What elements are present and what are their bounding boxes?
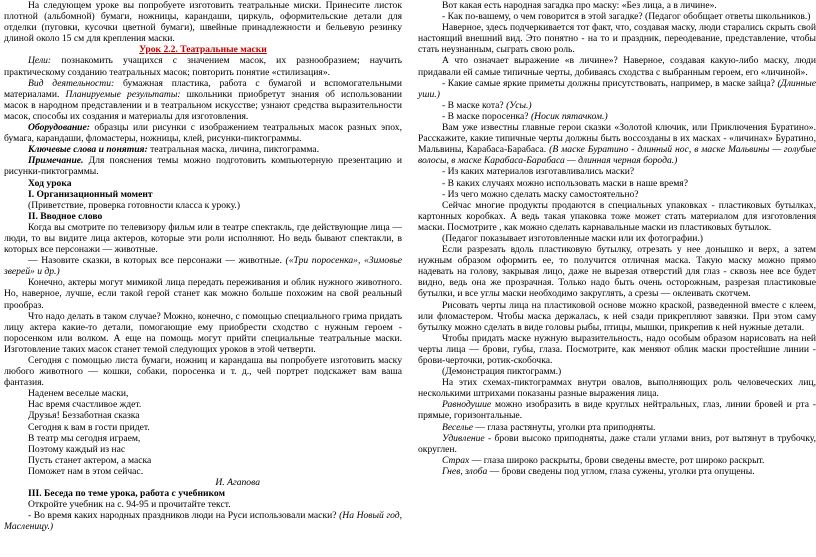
fairy-tales-question: — Назовите сказки, в которых все персонажи — животные. («Три поросенка», «Зимовье зверей» и др.) (4, 255, 403, 278)
activity-text: бумажная пластика, работа с бумагой и вспомогательными материалами. (4, 77, 402, 100)
makeup-paragraph: Что надо делать в таком случае? Можно, конечно, с помощью специального грима придать лицу актера какие-то детали, помогающие ему приобрести сходство с нужным героем - поросенком или волком. А еще на помощь могут прийти специальные театральные маски. Изготовление таких масок станет темой следующих уроков в этой четверти. (4, 310, 402, 355)
section1-heading: I. Организационный момент (28, 188, 153, 200)
note-paragraph (4, 155, 402, 177)
self-made-question: - Из чего можно сделать маску самостоятельно? (442, 188, 639, 200)
goals-paragraph (4, 55, 402, 77)
indifference-item: Равнодушие можно изобразить в виде круглых нейтральных, глаз, линии бровей и рта - прямые, горизонтальные. (418, 399, 816, 422)
bottle-paragraph: Если разрезать вдоль пластиковую бутылку, отрезать у нее донышко и верх, а затем нужным образом оформить ее, то получится отличная маска. Такую маску можно прямо надевать на голову, закрывая лицо, даже не вырезая отверстий для глаз - сквозь нее все будет видно, ведь она же прозрачная. Только надо быть очень осторожным, разрезая пластиковые бутылки, и все углы маски необходимо закруглять, а срезы — оклеивать скотчем. (418, 244, 816, 300)
riddle-paragraph: Вот какая есть народная загадка про маску: «Без лица, а в личине». (442, 0, 717, 11)
cat-question: - В маске кота? (Усы.) (442, 99, 532, 111)
materials-question: - Из каких материалов изготавливались маски? (442, 166, 635, 178)
left-column (4, 0, 402, 533)
pictogram-demo-note: (Демонстрация пиктограмм.) (442, 366, 562, 378)
results-text: школьники приобретут знания об использовании масок в народном представлении и в театральном искусстве; узнают средства выразительности масок, способы их создания и материалы для изготовления. (4, 88, 402, 122)
poem-author: И. Агапова (215, 477, 260, 489)
anger-item: Гнев, злоба — брови сведены под углом, глаза сужены, уголки рта опущены. (442, 465, 755, 477)
section2-heading: II. Вводное слово (28, 210, 103, 222)
equipment-text: образцы или рисунки с изображением театральных масок разных эпох, бумага, карандаши, фломастеры, ножницы, клей, рисунки-пиктограммы. (4, 122, 402, 145)
section3-text: Откройте учебник на с. 94-95 и прочитайте текст. (28, 499, 231, 511)
mimic-paragraph: Конечно, актеры могут мимикой лица передать переживания и облик нужного животного. Но, наверное, лучше, если такой герой станет как можно больше похожим на свой реальный прообраз. (4, 277, 402, 311)
riddle-question: - Как по-вашему, о чем говорится в этой загадке? (Педагог обобщает ответы школьников.) (442, 11, 811, 23)
expression-paragraph: Чтобы придать маске нужную выразительность, надо особым образом нарисовать на ней черты лица — брови, губы, глаза. Посмотрите, как меняют облик маски простейшие линии - брови-черточки, ротик-скобочка. (418, 332, 816, 366)
poem-line: Поможет нам в этом сейчас. (28, 465, 144, 477)
usage-question: - В каких случаях можно использовать маски в наше время? (442, 177, 688, 189)
packaging-paragraph: Сейчас многие продукты продаются в специальных упаковках - пластиковых бутылках, картонных коробках. А ведь такая упаковка тоже может стать материалом для изготовления маски. Посмотрите , как можно сделать карнавальные маски из пластиковых бутылок. (418, 199, 816, 233)
intro-paragraph: На следующем уроке вы попробуете изготовить театральные миски. Принесите листок плотной (альбомной) бумаги, ножницы, карандаши, циркуль, оформительские детали для отделки (пуговки, кусочки цветной бумаги), швейные принадлежности и бельевую резинку длиной около 15 см для крепления маски. (4, 0, 402, 45)
poem-line: Пусть станет актером, а маска (28, 454, 152, 466)
fear-item: Страх — глаза широко раскрыты, брови сведены вместе, рот широко раскрыт. (442, 454, 765, 466)
lichina-paragraph: А что означает выражение «в личине»? Наверное, создавая какую-либо маску, люди придавали ей самые типичные черты, добиваясь сходства с выбранным героем, его «личиной». (418, 55, 816, 78)
lesson-title: Урок 2.2. Театральные маски (139, 44, 267, 56)
course-heading: Ход урока (28, 177, 72, 189)
hide-paragraph: Наверное, здесь подчеркивается тот факт, что, создавая маску, люди старались скрыть свой настоящий внешний вид. Это понятно - на то и праздник, переодевание, представление, чтобы стать неузнанным, сыграть свою роль. (418, 22, 816, 56)
goals-label: Цели: (28, 55, 52, 67)
buratino-paragraph: Вам уже известны главные герои сказки «Золотой ключик, или Приключения Буратино». Расскажите, какие типичные черты должны быть воссозданы в их масках - «личинах» Буратино, Мальвины, Карабаса-Барабаса. (В маске Буратино - длинный нос, в маске Мальвины — голубые волосы, в маске Карабаса-Барабаса — длинная черная борода.) (418, 122, 816, 167)
poem-line: Наденем веселые маски, (28, 388, 129, 400)
joy-item: Веселье — глаза растянуты, уголки рта приподняты. (442, 421, 656, 433)
section3-heading: III. Беседа по теме урока, работа с учебником (28, 488, 226, 500)
equipment-paragraph (4, 122, 402, 144)
activity-paragraph (4, 78, 402, 122)
drawing-paragraph: Рисовать черты лица на пластиковой основе можно краской, разведенной вместе с клеем, или фломастером. Чтобы маска держалась, к ней сзади прикрепляют завязки. При этом саму бутылку можно сделать в виде головы рыбы, птицы, мышки, прикрепив к ней нужные детали. (418, 299, 816, 333)
right-column (418, 0, 816, 477)
keywords-paragraph (4, 144, 402, 155)
intro-talk-paragraph: Когда вы смотрите по телевизору фильм или в театре спектакль, где действующие лица — люди, то вы видите лица актеров, которые эти роли исполняют. Но ведь бывают спектакли, в которых все персонажи — животные. (4, 221, 402, 256)
poem-line: В театр мы сегодня играем, (28, 432, 141, 444)
activity-label: Вид деятельности: (28, 77, 115, 89)
keywords-label: Ключевые слова и понятия: (28, 144, 148, 156)
results-label: Планируемые результаты: (65, 88, 181, 100)
poem-line: Поэтому каждый из нас (28, 443, 126, 455)
poem-line: Друзья! Беззаботная сказка (28, 410, 140, 422)
surprise-item: Удивление - брови высоко приподняты, даже стали углами вниз, рот вытянут в трубочку, округлен. (418, 432, 816, 455)
keywords-text: театральная маска, личина, пиктограмма. (147, 144, 320, 156)
poem-line: Нас время счастливое ждет. (28, 399, 142, 411)
hare-question: - Какие самые яркие приметы должны присутствовать, например, в маске зайца? (Длинные уши.) (418, 77, 816, 100)
equipment-label: Оборудование: (28, 122, 90, 134)
section1-text: (Приветствие, проверка готовности класса к уроку.) (28, 199, 241, 211)
teacher-shows-note: (Педагог показывает изготовленные маски или их фотографии.) (442, 232, 703, 244)
poem (4, 388, 402, 477)
holidays-question: - Во время каких народных праздников люди на Руси использовали маски? (На Новый год, Масленицу.) (4, 510, 402, 533)
schemes-paragraph: На этих схемах-пиктограммах внутри овалов, выполняющих роль человеческих лиц, несколькими штрихами показаны разные выражения лица. (418, 377, 816, 400)
note-label: Примечание. (28, 155, 84, 167)
poem-line: Сегодня к вам в гости придет. (28, 421, 150, 433)
task-paragraph: Сегодня с помощью листа бумаги, ножниц и карандаша вы попробуете изготовить маску любого животного — кошки, собаки, поросенка и т. д., чей портрет подскажет вам ваша фантазия. (4, 355, 402, 389)
pig-question: - В маске поросенка? (Носик пятачком.) (442, 110, 608, 122)
note-text: Для пояснения темы можно подготовить компьютерную презентацию и рисунки-пиктограммы. (4, 155, 402, 178)
goals-text: познакомить учащихся с значением масок, их разнообразием; научить практическому созданию театральных масок; повторить понятие «стилизация». (4, 55, 402, 78)
